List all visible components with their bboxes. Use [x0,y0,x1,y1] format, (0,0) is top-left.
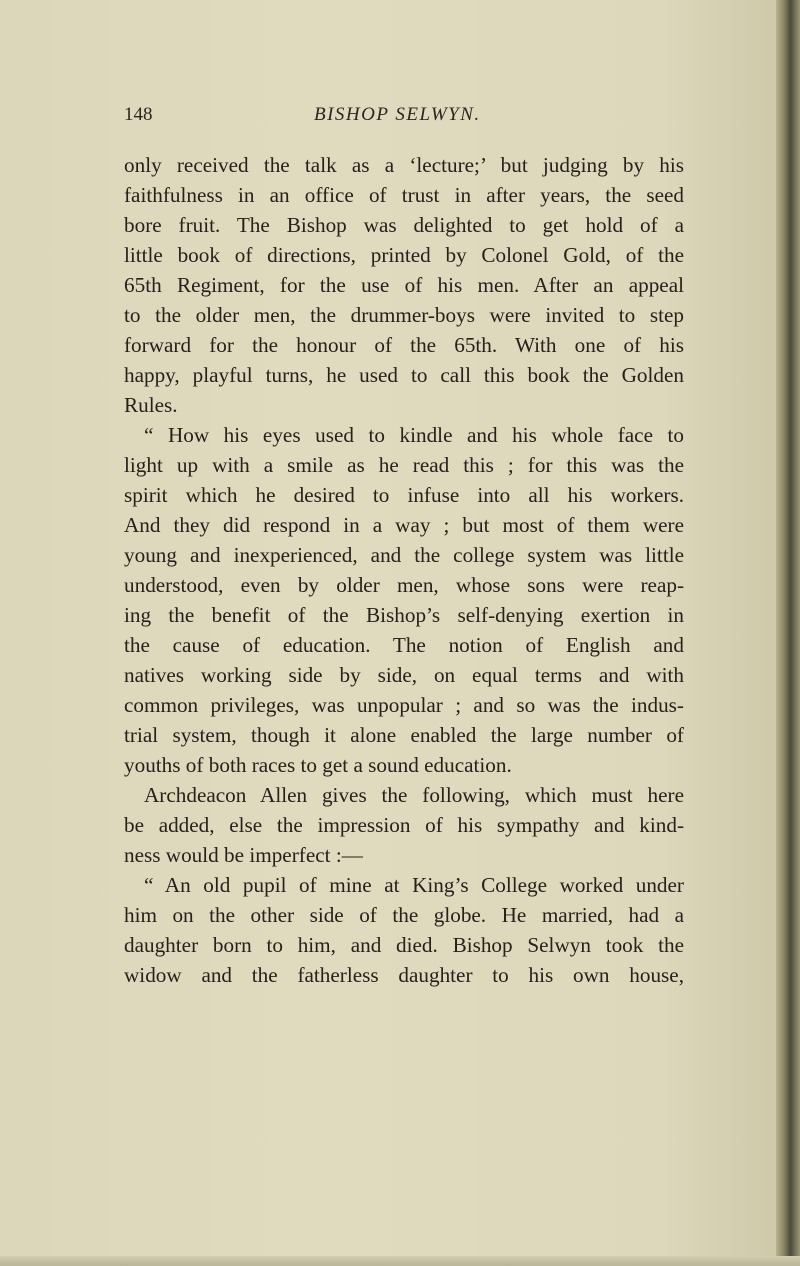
text-line: little book of directions, printed by Colonel Gold, of the [124,243,684,267]
text-line: daughter born to him, and died. Bishop Selwyn took the [124,933,684,957]
text-line: “ An old pupil of mine at King’s College worked under [144,873,684,897]
body-text [124,150,684,990]
text-line: ing the benefit of the Bishop’s self-denying exertion in [124,603,684,627]
text-line: trial system, though it alone enabled the large number of [124,723,684,747]
text-line: 65th Regiment, for the use of his men. After an appeal [124,273,684,297]
text-line: light up with a smile as he read this ; for this was the [124,453,684,477]
text-line: spirit which he desired to infuse into all his workers. [124,483,684,507]
text-line: to the older men, the drummer-boys were invited to step [124,303,684,327]
page-header [124,104,684,134]
text-line: be added, else the impression of his sympathy and kind- [124,813,684,837]
text-line: widow and the fatherless daughter to his own house, [124,963,684,987]
text-line: youths of both races to get a sound education. [124,753,512,777]
page-edge-shadow [776,0,800,1266]
text-line: him on the other side of the globe. He married, had a [124,903,684,927]
text-line: young and inexperienced, and the college system was little [124,543,684,567]
text-line: the cause of education. The notion of English and [124,633,684,657]
text-line: natives working side by side, on equal terms and with [124,663,684,687]
text-line: faithfulness in an office of trust in after years, the seed [124,183,684,207]
text-line: ness would be imperfect :— [124,843,363,867]
text-line: common privileges, was unpopular ; and so was the indus- [124,693,684,717]
text-line: bore fruit. The Bishop was delighted to get hold of a [124,213,684,237]
page-bottom-edge [0,1256,800,1266]
text-line: Rules. [124,393,178,417]
running-head: BISHOP SELWYN. [314,104,481,125]
text-line: And they did respond in a way ; but most of them were [124,513,684,537]
page-number: 148 [124,104,153,125]
text-line: Archdeacon Allen gives the following, which must here [144,783,684,807]
text-line: forward for the honour of the 65th. With one of his [124,333,684,357]
text-line: happy, playful turns, he used to call this book the Golden [124,363,684,387]
text-line: “ How his eyes used to kindle and his whole face to [144,423,684,447]
text-line: understood, even by older men, whose sons were reap- [124,573,684,597]
text-line: only received the talk as a ‘lecture;’ but judging by his [124,153,684,177]
